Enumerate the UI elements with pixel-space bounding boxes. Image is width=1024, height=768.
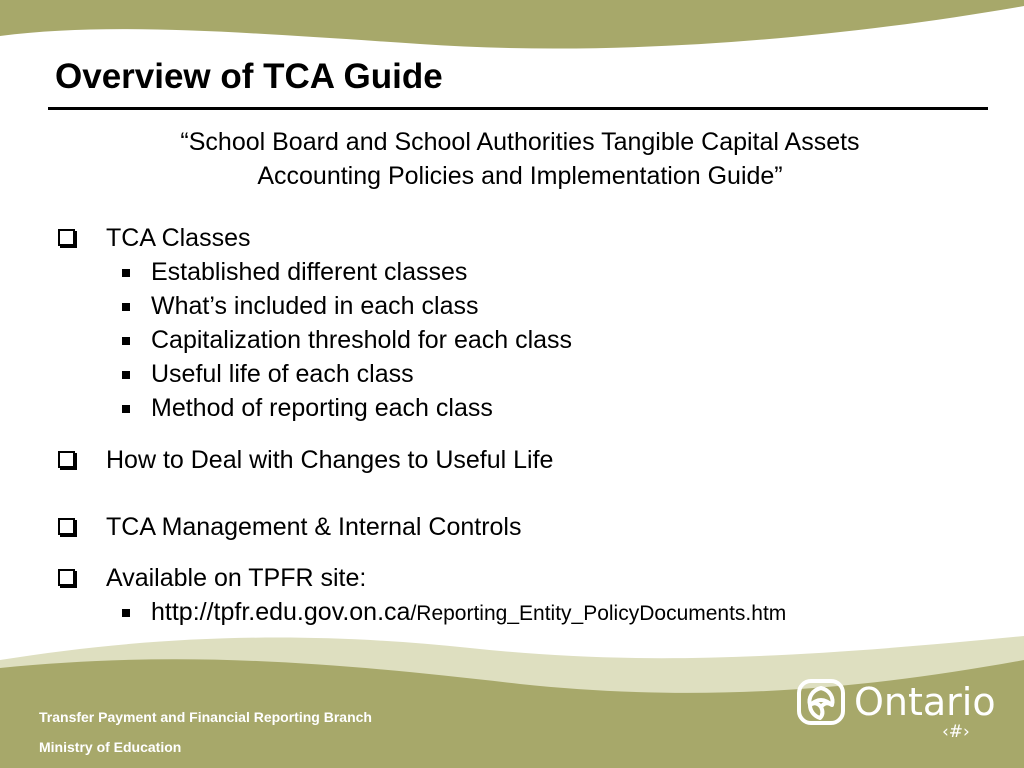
checkbox-square-icon xyxy=(58,569,75,586)
sub-bullet-label: What’s included in each class xyxy=(151,292,479,320)
filled-square-icon xyxy=(122,609,130,617)
filled-square-icon xyxy=(122,337,130,345)
page-title: Overview of TCA Guide xyxy=(55,57,443,96)
guide-name-line-2: Accounting Policies and Implementation Guide” xyxy=(257,162,783,190)
sub-bullet-label: Capitalization threshold for each class xyxy=(151,326,573,354)
sub-bullet-label: Useful life of each class xyxy=(151,360,414,388)
filled-square-icon xyxy=(122,371,130,379)
filled-square-icon xyxy=(122,303,130,311)
bullet-label: TCA Classes xyxy=(106,224,251,252)
tpfr-link[interactable] xyxy=(151,596,786,630)
trillium-icon xyxy=(796,678,846,726)
guide-name-line-1: “School Board and School Authorities Tangible Capital Assets xyxy=(180,128,860,156)
checkbox-square-icon xyxy=(58,451,75,468)
tpfr-link-domain[interactable]: http://tpfr.edu.gov.on.ca xyxy=(151,598,411,626)
footer-branch: Transfer Payment and Financial Reporting Branch xyxy=(39,709,372,725)
filled-square-icon xyxy=(122,269,130,277)
ontario-logo xyxy=(796,678,996,728)
slide-number: ‹#› xyxy=(942,722,970,742)
bullet-label: TCA Management & Internal Controls xyxy=(106,513,522,541)
checkbox-square-icon xyxy=(58,518,75,535)
checkbox-square-icon xyxy=(58,229,75,246)
tpfr-link-path[interactable]: /Reporting_Entity_PolicyDocuments.htm xyxy=(410,602,787,625)
filled-square-icon xyxy=(122,405,130,413)
sub-bullet-label: Established different classes xyxy=(151,258,468,286)
sub-bullet-label: Method of reporting each class xyxy=(151,394,493,422)
bullet-label: Available on TPFR site: xyxy=(106,564,367,592)
logo-wordmark: Ontario xyxy=(854,680,996,724)
footer-ministry: Ministry of Education xyxy=(39,739,182,755)
bullet-label: How to Deal with Changes to Useful Life xyxy=(106,446,554,474)
